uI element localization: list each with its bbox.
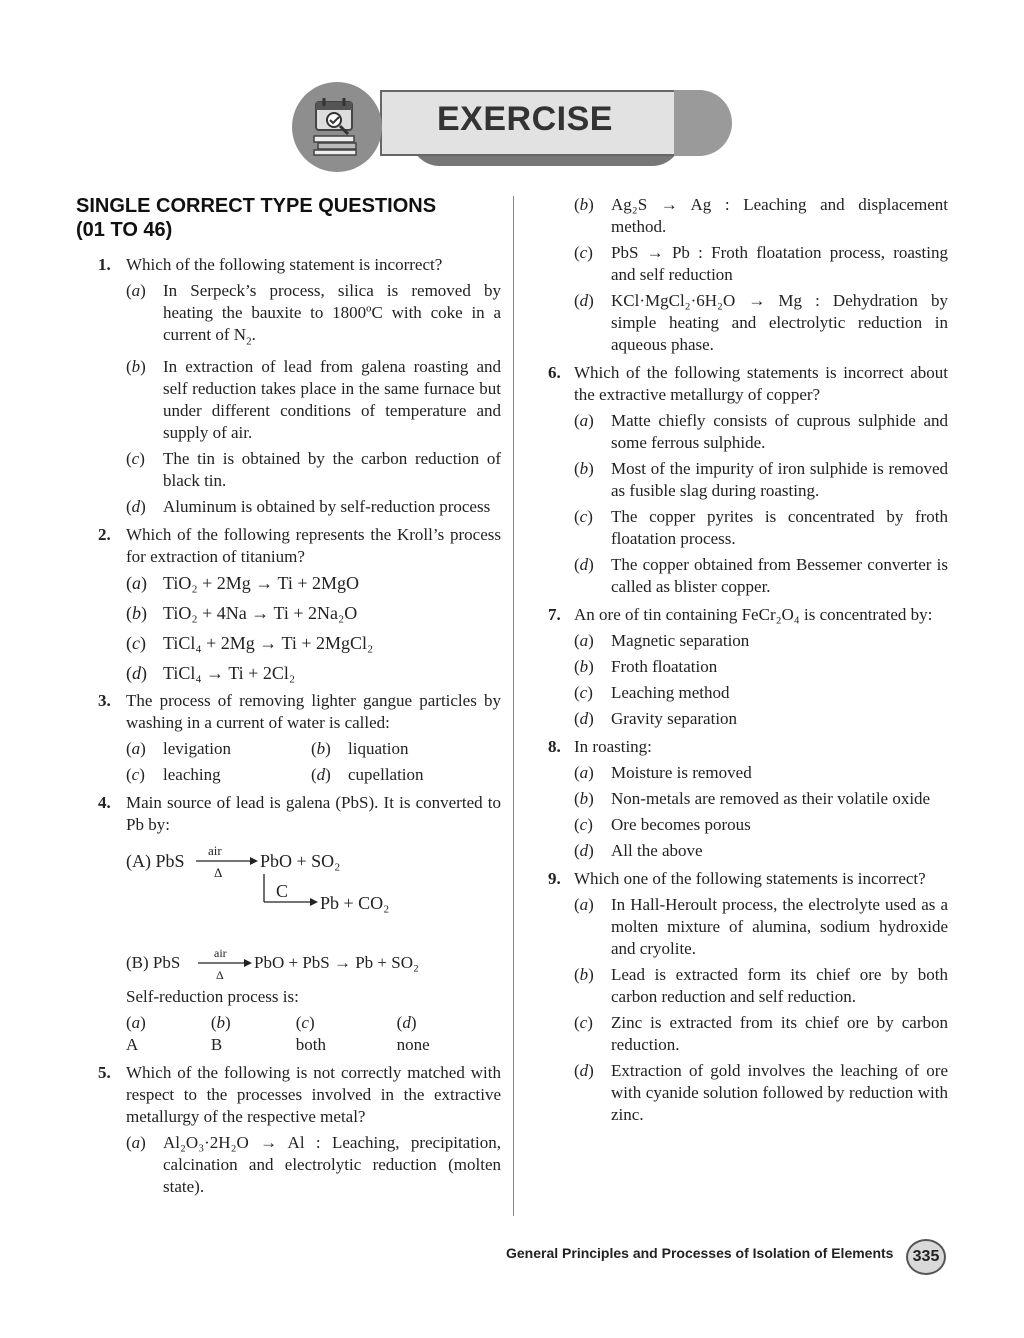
arrow-icon [198, 958, 252, 968]
option-d: (d) cupellation [311, 765, 424, 785]
option-b: (b) Ag₂S → Ag : Leaching and displacement method. [574, 195, 948, 236]
exercise-banner [292, 82, 732, 172]
question-text: The process of removing lighter gangue particles by washing in a current of water is called: [126, 691, 501, 733]
option-c: (c) leaching [126, 765, 221, 785]
question-8 [548, 736, 948, 862]
option-a: (a) In Serpeck’s process, silica is removed by heating the bauxite to 1800ºC with coke in a current of $N_2$. [126, 281, 501, 348]
section-title-line2: (01 TO 46) [76, 219, 173, 241]
option-b: (b) liquation [311, 739, 409, 759]
question-3 [76, 690, 501, 786]
question-number: 5. [98, 1063, 111, 1083]
question-1 [76, 254, 501, 518]
options-grid [126, 734, 501, 786]
option-c: (c) The tin is obtained by the carbon reduction of black tin. [126, 449, 501, 491]
question-number: 2. [98, 525, 111, 545]
question-number: 4. [98, 793, 111, 813]
banner-title: EXERCISE [437, 100, 613, 138]
option-d: (d) All the above [574, 841, 703, 860]
option-d: (d) TiCl₄ → Ti + 2Cl₂ [126, 663, 296, 684]
option-a: (a) levigation [126, 739, 231, 759]
arrow-icon [196, 856, 258, 866]
question-text: Which of the following statement is incorrect? [126, 255, 443, 274]
option-c: (c) Ore becomes porous [574, 815, 751, 834]
option-d: (d) The copper obtained from Bessemer converter is called as blister copper. [574, 555, 948, 596]
option-b: (b) In extraction of lead from galena roasting and self reduction takes place in the same furnace but under different conditions of temperature and supply of air. [126, 357, 501, 443]
option-a: (a) Moisture is removed [574, 763, 752, 782]
left-column [76, 190, 501, 1204]
option-b: (b) B [210, 1013, 231, 1055]
footer-title: General Principles and Processes of Isolation of Elements [506, 1245, 894, 1261]
question-number: 8. [548, 737, 561, 756]
question-number: 3. [98, 691, 111, 711]
option-b: (b) TiO₂ + 4Na → Ti + 2Na₂O [126, 603, 358, 624]
option-c: (c) Zinc is extracted from its chief ore by carbon reduction. [574, 1013, 948, 1054]
option-d: (d) Extraction of gold involves the leaching of ore with cyanide solution followed by reduction with zinc. [574, 1061, 948, 1124]
question-5-continued [548, 194, 948, 356]
question-number: 7. [548, 605, 561, 624]
reaction-scheme-b: (B) PbS air Δ PbO + PbS → Pb + SO₂ [126, 946, 419, 983]
question-5 [76, 1062, 501, 1198]
option-a: (a) Al₂O₃·2H₂O → Al : Leaching, precipitation, calcination and electrolytic reduction (molten state). [126, 1133, 501, 1197]
calendar-books-icon [310, 96, 366, 156]
option-a: (a) In Hall-Heroult process, the electrolyte used as a molten mixture of alumina, sodium hydroxide and cryolite. [574, 895, 948, 958]
option-c: (c) PbS → Pb : Froth floatation process, roasting and self reduction [574, 243, 948, 284]
column-divider [513, 196, 514, 1216]
reaction-scheme-a: (A) PbS air Δ PbO + SO₂ C Pb + CO₂ [126, 843, 390, 914]
question-text: Main source of lead is galena (PbS). It is converted to Pb by: [126, 793, 501, 835]
banner-pill-accent [674, 90, 732, 156]
branch-arrow-icon [262, 874, 318, 908]
option-d: (d) Gravity separation [574, 709, 738, 728]
question-text: An ore of tin containing FeCr₂O₄ is concentrated by: [574, 605, 933, 624]
option-b: (b) Most of the impurity of iron sulphide is removed as fusible slag during roasting. [574, 459, 948, 500]
option-d: (d) KCl·MgCl₂·6H₂O → Mg : Dehydration by simple heating and electrolytic reduction in aqueous phase. [574, 291, 948, 354]
question-number: 9. [548, 869, 561, 888]
question-number: 1. [98, 255, 111, 274]
section-title [76, 194, 501, 242]
question-text: Which of the following is not correctly matched with respect to the processes involved in the extractive metallurgy of the respective metal? [126, 1063, 501, 1127]
option-b: (b) Froth floatation [574, 657, 718, 676]
option-d: (d) none [396, 1013, 430, 1055]
option-a: (a) Matte chiefly consists of cuprous sulphide and some ferrous sulphide. [574, 411, 948, 452]
right-column [548, 190, 948, 1132]
question-text: Which of the following statements is incorrect about the extractive metallurgy of copper? [574, 363, 948, 404]
question-text: Which of the following represents the Kroll’s process for extraction of titanium? [126, 525, 501, 567]
self-reduction-prompt: Self-reduction process is: [126, 987, 299, 1007]
option-a: (a) A [126, 1013, 146, 1055]
option-b: (b) Non-metals are removed as their volatile oxide [574, 789, 931, 808]
question-text: In roasting: [574, 737, 652, 756]
question-7 [548, 604, 948, 730]
question-2 [76, 524, 501, 684]
option-a: (a) Magnetic separation [574, 631, 750, 650]
option-c: (c) TiCl₄ + 2Mg → Ti + 2MgCl₂ [126, 633, 374, 654]
option-a: (a) TiO₂ + 2Mg → Ti + 2MgO [126, 573, 359, 594]
question-9 [548, 868, 948, 1126]
options-row [126, 1012, 501, 1056]
section-title-line1: SINGLE CORRECT TYPE QUESTIONS [76, 195, 437, 217]
option-d: (d) Aluminum is obtained by self-reduction process [126, 497, 491, 517]
option-c: (c) Leaching method [574, 683, 730, 702]
question-4 [76, 792, 501, 1056]
page-number: 335 [906, 1239, 946, 1275]
question-text: Which one of the following statements is incorrect? [574, 869, 926, 888]
option-c: (c) both [295, 1013, 326, 1055]
option-b: (b) Lead is extracted form its chief ore by both carbon reduction and self reduction. [574, 965, 948, 1006]
option-c: (c) The copper pyrites is concentrated by froth floatation process. [574, 507, 948, 548]
question-6 [548, 362, 948, 598]
question-number: 6. [548, 363, 561, 382]
